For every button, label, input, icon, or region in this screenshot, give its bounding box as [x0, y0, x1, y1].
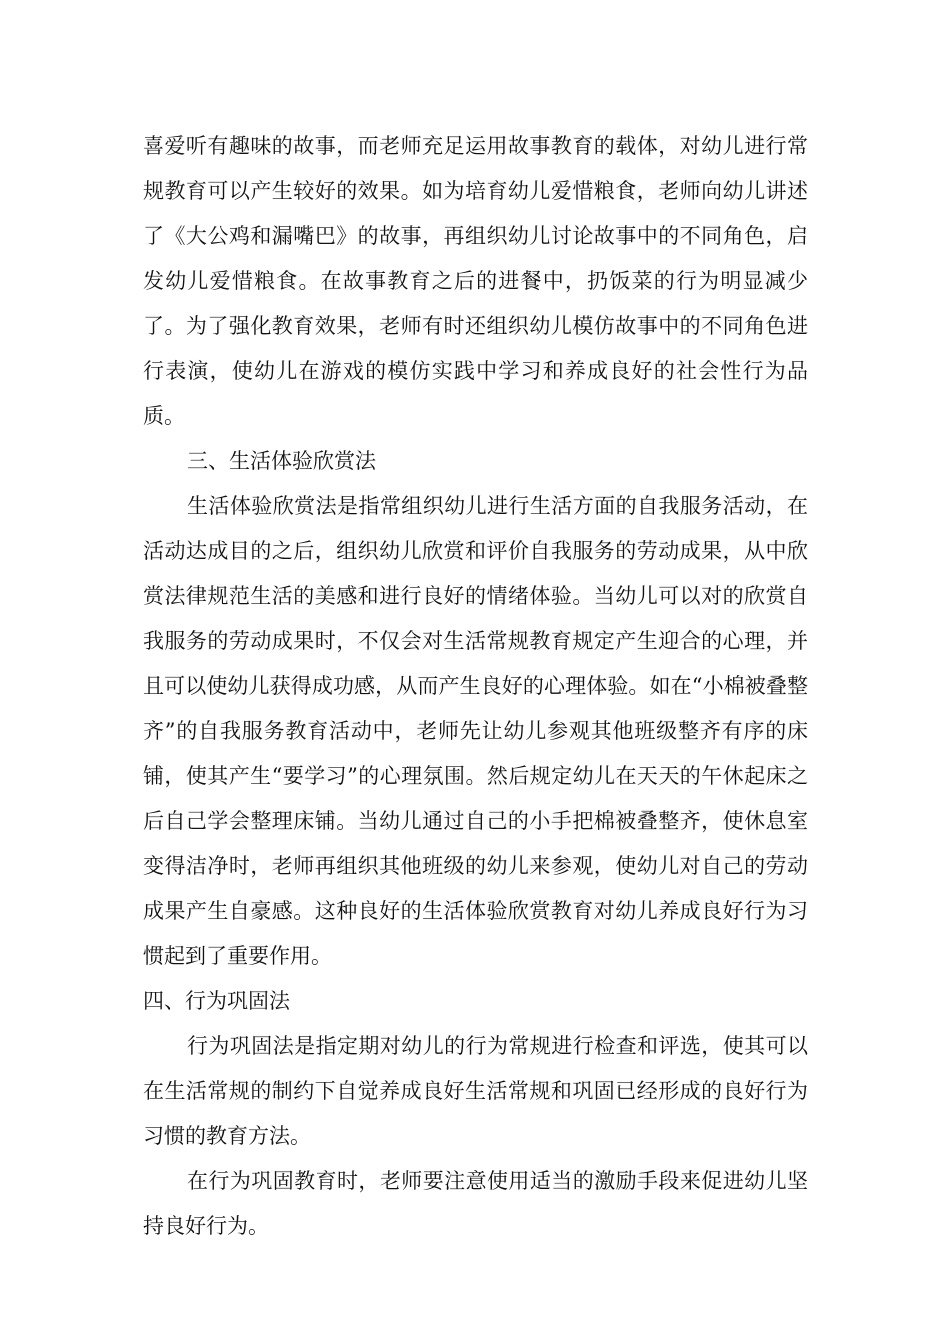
section-heading-life-experience: 三、生活体验欣赏法: [187, 449, 376, 473]
paragraph-incentive: 在行为巩固教育时，老师要注意使用适当的激励手段来促进幼儿坚持良好行为。: [143, 1169, 808, 1238]
paragraph-life-experience: 生活体验欣赏法是指常组织幼儿进行生活方面的自我服务活动，在活动达成目的之后，组织幼儿欣赏和评价自我服务的劳动成果，从中欣赏法律规范生活的美感和进行良好的情绪体验。当幼儿可以对的欣赏自我服务的劳动成果时，不仅会对生活常规教育规定产生迎合的心理，并且可以使幼儿获得成功感，从而产生良好的心理体验。如在“小棉被叠整齐”的自我服务教育活动中，老师先让幼儿参观其他班级整齐有序的床铺，使其产生“要学习”的心理氛围。然后规定幼儿在天天的午休起床之后自己学会整理床铺。当幼儿通过自己的小手把棉被叠整齐，使休息室变得洁净时，老师再组织其他班级的幼儿来参观，使幼儿对自己的劳动成果产生自豪感。这种良好的生活体验欣赏教育对幼儿养成良好行为习惯起到了重要作用。: [143, 494, 808, 968]
paragraph-story-education: 喜爱听有趣味的故事，而老师充足运用故事教育的载体，对幼儿进行常规教育可以产生较好的效果。如为培育幼儿爱惜粮食，老师向幼儿讲述了《大公鸡和漏嘴巴》的故事，再组织幼儿讨论故事中的不同角色，启发幼儿爱惜粮食。在故事教育之后的进餐中，扔饭菜的行为明显减少了。为了强化教育效果，老师有时还组织幼儿模仿故事中的不同角色进行表演，使幼儿在游戏的模仿实践中学习和养成良好的社会性行为品质。: [143, 134, 808, 428]
document-page: [143, 124, 808, 1249]
paragraph-behavior-consolidation: 行为巩固法是指定期对幼儿的行为常规进行检查和评选，使其可以在生活常规的制约下自觉养成良好生活常规和巩固已经形成的良好行为习惯的教育方法。: [143, 1034, 808, 1148]
section-heading-behavior-consolidation: 四、行为巩固法: [143, 989, 290, 1013]
